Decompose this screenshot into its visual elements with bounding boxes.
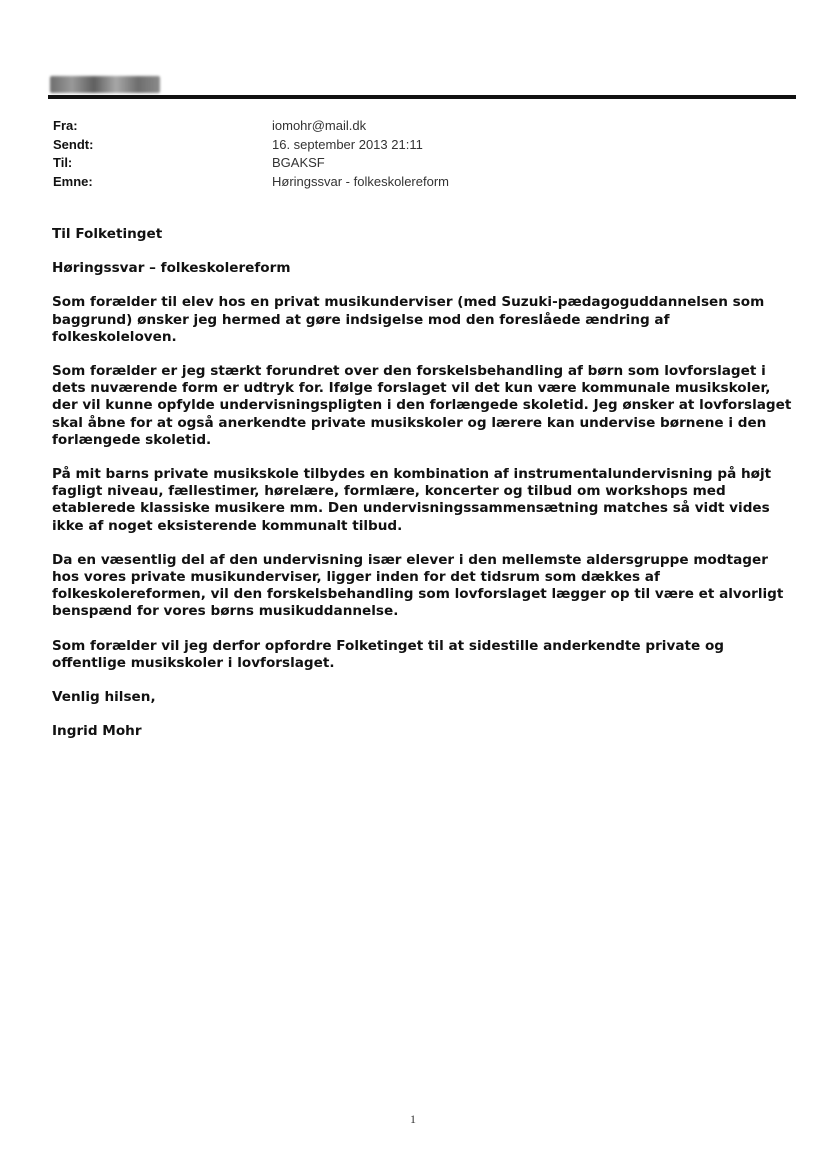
page-number: 1 — [410, 1112, 416, 1126]
paragraph-3: På mit barns private musikskole tilbydes en kombination af instrumentalundervisning på højt fagligt niveau, fællestimer, hørelære, formlære, koncerter og tilbud om workshops med etablerede klassiske musikere mm. Den undervisningssammensætning matches så vidt vides ikke af noget eksisterende kommunalt tilbud. — [52, 466, 772, 534]
header-row-to — [53, 154, 653, 173]
redacted-sender-name — [50, 76, 160, 93]
paragraph-2: Som forælder er jeg stærkt forundret over den forskelsbehandling af børn som lovforslaget i dets nuværende form er udtryk for. Ifølge forslaget vil det kun være kommunale musikskoler, der vil kunne opfylde undervisningspligten i den forlængede skoletid. Jeg ønsker at lovforslaget skal åbne for at også anerkendte private musikskoler og lærere kan undervise børnene i den forlængede skoletid. — [52, 363, 792, 448]
signature: Ingrid Mohr — [52, 723, 142, 740]
from-label: Fra: — [53, 118, 78, 133]
header-row-sent — [53, 136, 653, 155]
to-label: Til: — [53, 155, 73, 170]
subject-label: Emne: — [53, 173, 93, 189]
letter-body — [52, 226, 797, 740]
paragraph-5: Som forælder vil jeg derfor opfordre Folketinget til at sidestille anderkendte private og offentlige musikskoler i lovforslaget. — [52, 637, 725, 671]
paragraph-4: Da en væsentlig del af den undervisning især elever i den mellemste aldersgruppe modtager hos vores private musikunderviser, ligger inden for det tidsrum som dækkes af folkeskolereformen, vil den forskelsbehandling som lovforslaget lægger op til være et alvorligt benspænd for vores børns musikuddannelse. — [52, 551, 784, 620]
header-row-subject — [53, 173, 653, 192]
header-divider — [48, 95, 796, 99]
sent-value: 16. september 2013 21:11 — [272, 136, 423, 152]
from-value: iomohr@mail.dk — [272, 118, 367, 133]
salutation: Til Folketinget — [52, 226, 163, 242]
to-value: BGAKSF — [272, 155, 325, 170]
subject-value: Høringssvar - folkeskolereform — [272, 173, 449, 189]
letter-subject: Høringssvar – folkeskolereform — [52, 260, 291, 277]
email-headers — [53, 117, 653, 191]
sent-label: Sendt: — [53, 136, 94, 152]
header-row-from — [53, 117, 653, 136]
paragraph-1: Som forælder til elev hos en privat musikunderviser (med Suzuki-pædagoguddannelsen som baggrund) ønsker jeg hermed at gøre indsigelse mod den foreslåede ændring af folkeskoleloven. — [52, 294, 765, 345]
closing: Venlig hilsen, — [52, 689, 156, 706]
